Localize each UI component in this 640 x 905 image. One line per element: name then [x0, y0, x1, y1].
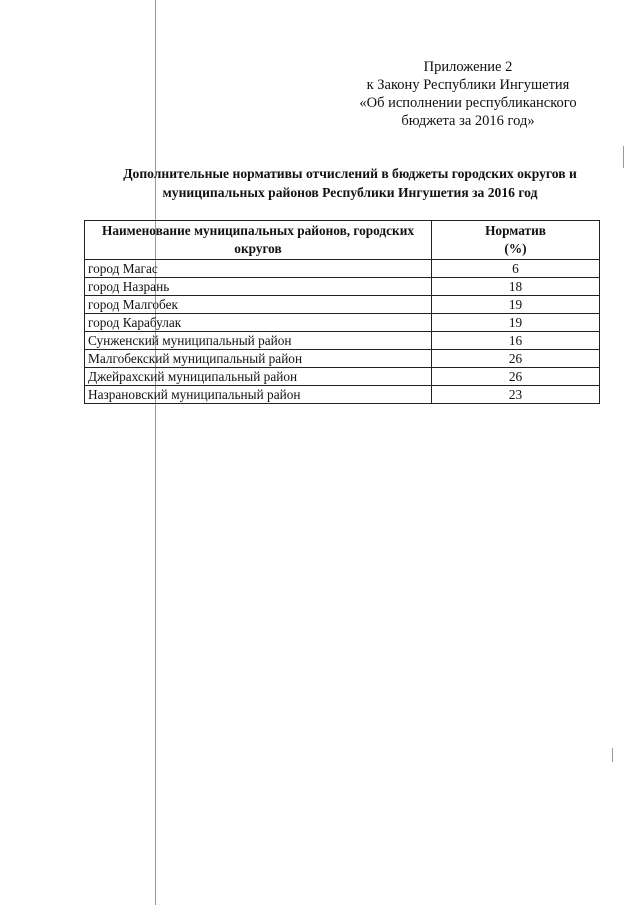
district-name: Малгобекский муниципальный район [85, 350, 432, 368]
appendix-law-reference: к Закону Республики Ингушетия [366, 77, 570, 93]
norm-value: 23 [432, 386, 600, 404]
district-name: город Малгобек [85, 296, 432, 314]
column-header-name [85, 221, 432, 260]
district-name: Сунженский муниципальный район [85, 332, 432, 350]
norm-value: 26 [432, 350, 600, 368]
appendix-law-title: «Об исполнении республиканского [359, 95, 577, 111]
district-name: город Назрань [85, 278, 432, 296]
district-name: Назрановский муниципальный район [85, 386, 432, 404]
column-header-name-line2: округов [234, 241, 282, 256]
table-row [85, 368, 600, 386]
column-header-norm [432, 221, 600, 260]
norm-value: 16 [432, 332, 600, 350]
norm-value: 19 [432, 314, 600, 332]
norm-value: 18 [432, 278, 600, 296]
norm-value: 6 [432, 260, 600, 278]
appendix-header [330, 58, 606, 130]
table-row [85, 314, 600, 332]
table-row [85, 260, 600, 278]
table-row [85, 350, 600, 368]
norm-value: 19 [432, 296, 600, 314]
district-name: Джейрахский муниципальный район [85, 368, 432, 386]
document-title [102, 164, 598, 202]
table-row [85, 332, 600, 350]
document-title-line1: Дополнительные нормативы отчислений в бюджеты городских округов и [123, 166, 577, 181]
column-header-name-line1: Наименование муниципальных районов, городских [101, 223, 415, 238]
column-header-norm-line2: (%) [504, 241, 527, 256]
norms-table [84, 220, 600, 404]
scan-edge-mark [612, 748, 613, 762]
district-name: город Карабулак [85, 314, 432, 332]
norm-value: 26 [432, 368, 600, 386]
table-row [85, 296, 600, 314]
column-header-norm-line1: Норматив [485, 223, 546, 238]
scan-edge-mark [623, 146, 624, 168]
document-title-line2: муниципальных районов Республики Ингушетия за 2016 год [162, 185, 538, 200]
appendix-law-title-cont: бюджета за 2016 год» [401, 113, 535, 129]
binding-margin-line [155, 0, 156, 905]
district-name: город Магас [85, 260, 432, 278]
table-row [85, 278, 600, 296]
appendix-number: Приложение 2 [423, 59, 513, 75]
table-header-row [85, 221, 600, 260]
table-row [85, 386, 600, 404]
